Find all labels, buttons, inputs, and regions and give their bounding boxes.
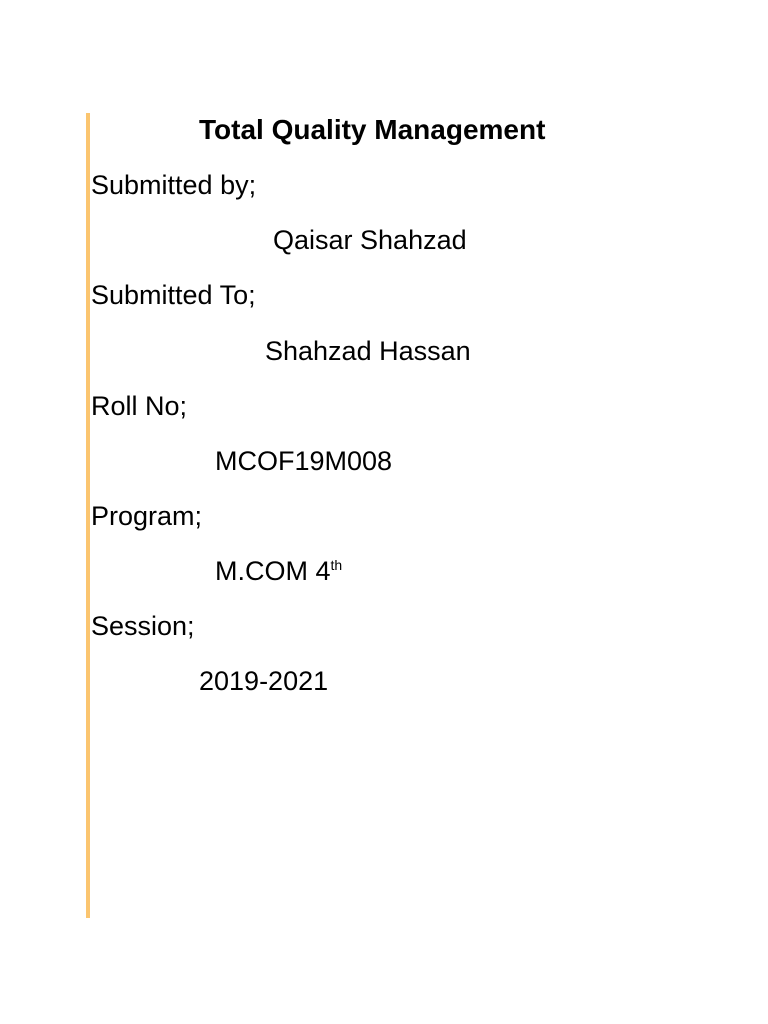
submitted-by-label: Submitted by; <box>91 170 257 200</box>
program-value-superscript: th <box>330 557 343 573</box>
roll-no-label: Roll No; <box>91 391 188 421</box>
submitted-by-value: Qaisar Shahzad <box>273 225 467 255</box>
margin-bar <box>86 113 90 918</box>
session-value: 2019-2021 <box>199 666 329 696</box>
submitted-to-label: Submitted To; <box>91 280 256 310</box>
session-label: Session; <box>91 611 195 641</box>
roll-no-value: MCOF19M008 <box>215 446 393 476</box>
document-title: Total Quality Management <box>199 114 546 145</box>
program-value-line <box>215 555 342 587</box>
program-label: Program; <box>91 501 203 531</box>
program-value: M.COM 4 <box>215 556 331 586</box>
submitted-to-value: Shahzad Hassan <box>265 336 471 366</box>
